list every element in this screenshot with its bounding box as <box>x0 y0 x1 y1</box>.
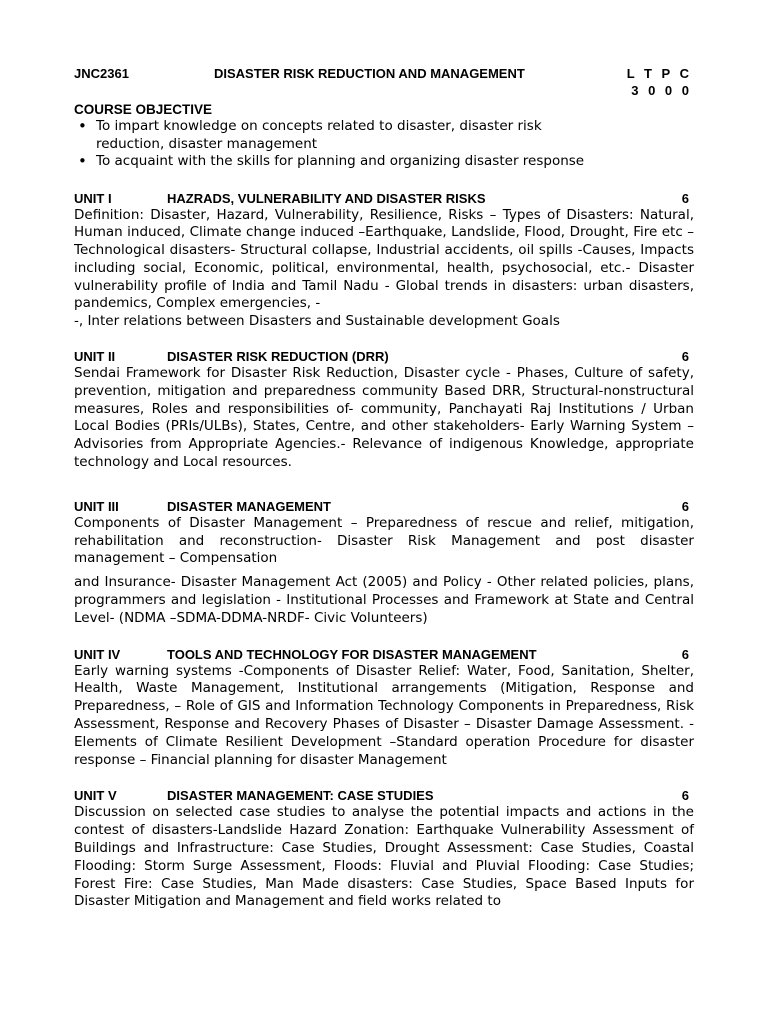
course-title: DISASTER RISK REDUCTION AND MANAGEMENT <box>214 66 525 81</box>
ltpc-values: 3 0 0 0 <box>631 83 692 98</box>
unit-number: UNIT II <box>74 349 116 365</box>
unit-heading <box>74 646 694 663</box>
unit-number: UNIT III <box>74 498 119 514</box>
unit-5 <box>74 787 694 911</box>
unit-title: DISASTER RISK REDUCTION (DRR) <box>167 349 389 365</box>
unit-heading <box>74 498 694 515</box>
unit-paragraph: Discussion on selected case studies to analyse the potential impacts and actions in the contest of disasters-Landslide Hazard Zonation: Earthquake Vulnerability Assessment of Buildings and Infrastructure: Case Studies, Drought Assessment: Case Studies, Coastal Flooding: Storm Surge Assessment, Floods: Fluvial and Pluvial Flooding: Case Studies; Forest Fire: Case Studies, Man Made disasters: Case Studies, Space Based Inputs for Disaster Mitigation and Management and field works related to <box>74 804 694 910</box>
unit-3 <box>74 498 694 628</box>
unit-heading <box>74 348 694 365</box>
unit-title: TOOLS AND TECHNOLOGY FOR DISASTER MANAGEMENT <box>167 646 537 662</box>
unit-title: HAZRADS, VULNERABILITY AND DISASTER RISKS <box>167 190 486 206</box>
ltpc-label: L T P C <box>626 66 692 81</box>
unit-number: UNIT I <box>74 190 112 206</box>
unit-hours: 6 <box>681 190 689 206</box>
unit-hours: 6 <box>681 349 689 365</box>
unit-paragraph: -, Inter relations between Disasters and Sustainable development Goals <box>74 313 560 330</box>
course-objective-heading: COURSE OBJECTIVE <box>74 102 213 117</box>
unit-title: DISASTER MANAGEMENT <box>167 498 331 514</box>
objective-item: • To impart knowledge on concepts related to disaster, disaster risk reduction, disaster management <box>96 118 694 153</box>
unit-heading <box>74 190 694 207</box>
course-header <box>74 66 694 98</box>
unit-paragraph: and Insurance- Disaster Management Act (2005) and Policy - Other related policies, plans, programmers and legislation - Institutional Processes and Framework at State and Central Level- (NDMA –SDMA-DDMA-NRDF- Civic Volunteers) <box>74 574 694 626</box>
unit-1 <box>74 190 694 332</box>
unit-heading <box>74 787 694 804</box>
unit-number: UNIT V <box>74 788 117 804</box>
course-code: JNC2361 <box>74 66 129 81</box>
unit-title: DISASTER MANAGEMENT: CASE STUDIES <box>167 788 434 804</box>
unit-2 <box>74 348 694 472</box>
course-objective-list <box>74 118 694 171</box>
unit-hours: 6 <box>681 646 689 662</box>
unit-hours: 6 <box>681 498 689 514</box>
unit-number: UNIT IV <box>74 646 121 662</box>
unit-hours: 6 <box>681 788 689 804</box>
unit-4 <box>74 646 694 770</box>
unit-paragraph: Sendai Framework for Disaster Risk Reduction, Disaster cycle - Phases, Culture of safety, prevention, mitigation and preparedness community Based DRR, Structural-nonstructural measures, Roles and responsibilities of- community, Panchayati Raj Institutions / Urban Local Bodies (PRIs/ULBs), States, Centre, and other stakeholders- Early Warning System – Advisories from Appropriate Agencies.- Relevance of indigenous Knowledge, appropriate technology and Local resources. <box>74 365 694 471</box>
objective-item: • To acquaint with the skills for planning and organizing disaster response <box>96 153 694 171</box>
unit-paragraph: Definition: Disaster, Hazard, Vulnerability, Resilience, Risks – Types of Disasters: Natural, Human induced, Climate change induced –Earthquake, Landslide, Flood, Drought, Fire etc – Technological disasters- Structural collapse, Industrial accidents, oil spills -Causes, Impacts including social, Economic, political, environmental, health, psychosocial, etc.- Disaster vulnerability profile of India and Tamil Nadu - Global trends in disasters: urban disasters, pandemics, Complex emergencies, - <box>74 206 694 312</box>
unit-paragraph: Components of Disaster Management – Preparedness of rescue and relief, mitigation, rehabilitation and reconstruction- Disaster Risk Management and post disaster management – Compensation <box>74 514 694 567</box>
unit-paragraph: Early warning systems -Components of Disaster Relief: Water, Food, Sanitation, Shelter, Health, Waste Management, Institutional arrangements (Mitigation, Response and Preparedness, – Role of GIS and Information Technology Components in Preparedness, Risk Assessment, Response and Recovery Phases of Disaster – Disaster Damage Assessment. - Elements of Climate Resilient Development –Standard operation Procedure for disaster response – Financial planning for disaster Management <box>74 662 694 768</box>
